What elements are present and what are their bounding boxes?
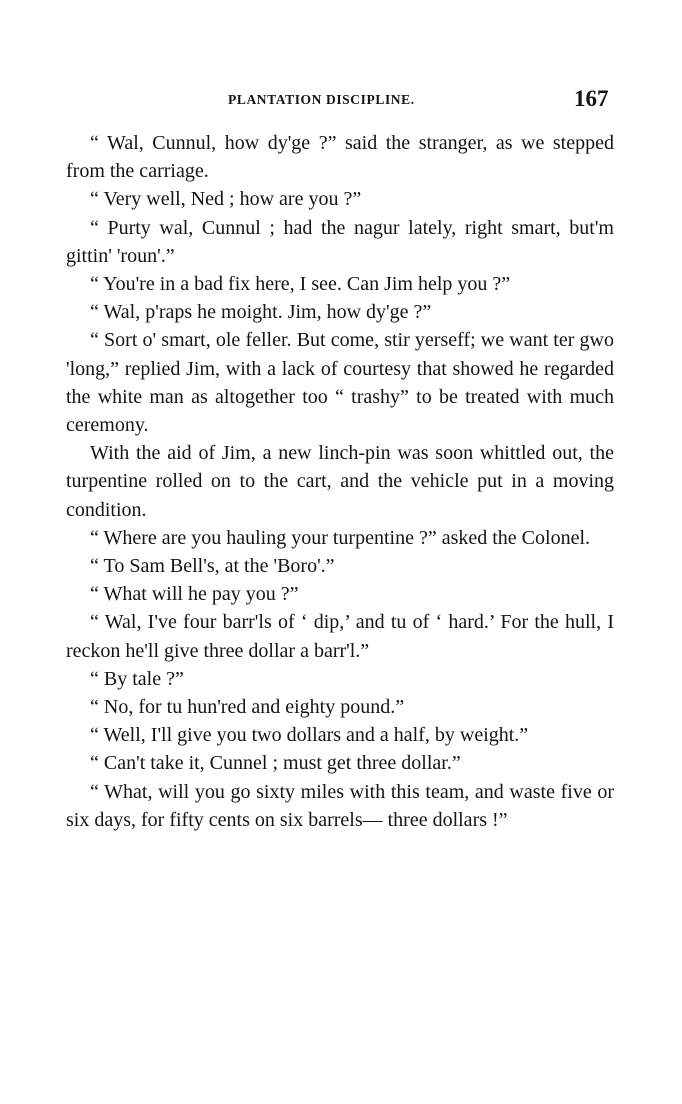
paragraph: “ Very well, Ned ; how are you ?” [90, 188, 362, 211]
paragraph: “ Wal, p'raps he moight. Jim, how dy'ge ?” [90, 301, 432, 324]
paragraph: With the aid of Jim, a new linch-pin was soon whittled out, the turpentine rolled on to the cart, and the vehicle put in a moving condition. [66, 442, 614, 521]
paragraph: “ What will he pay you ?” [90, 583, 299, 606]
paragraph: “ Wal, I've four barr'ls of ‘ dip,’ and tu of ‘ hard.’ For the hull, I reckon he'll give three dollar a barr'l.” [66, 611, 614, 662]
page-header [0, 86, 682, 116]
page-number: 167 [574, 86, 609, 111]
paragraph: “ You're in a bad fix here, I see. Can Jim help you ?” [90, 273, 511, 296]
paragraph: “ Purty wal, Cunnul ; had the nagur lately, right smart, but'm gittin' 'roun'.” [66, 216, 614, 267]
paragraph: “ Where are you hauling your turpentine ?” asked the Colonel. [90, 526, 591, 549]
paragraph: “ Sort o' smart, ole feller. But come, stir yerseff; we want ter gwo 'long,” replied Jim, with a lack of courtesy that showed he regarded the white man as altogether too “ trashy” to be treated with much ceremony. [66, 329, 614, 437]
paragraph: “ No, for tu hun'red and eighty pound.” [90, 696, 405, 719]
paragraph: “ Wal, Cunnul, how dy'ge ?” said the stranger, as we stepped from the carriage. [66, 132, 614, 183]
paragraph: “ Well, I'll give you two dollars and a half, by weight.” [90, 724, 529, 747]
paragraph: “ To Sam Bell's, at the 'Boro'.” [90, 555, 335, 578]
body-text [66, 129, 614, 834]
paragraph: “ By tale ?” [90, 667, 184, 690]
paragraph: “ What, will you go sixty miles with this team, and waste five or six days, for fifty cents on six barrels— three dollars !” [66, 780, 614, 831]
paragraph: “ Can't take it, Cunnel ; must get three dollar.” [90, 752, 461, 775]
running-head: PLANTATION DISCIPLINE. [228, 92, 415, 107]
